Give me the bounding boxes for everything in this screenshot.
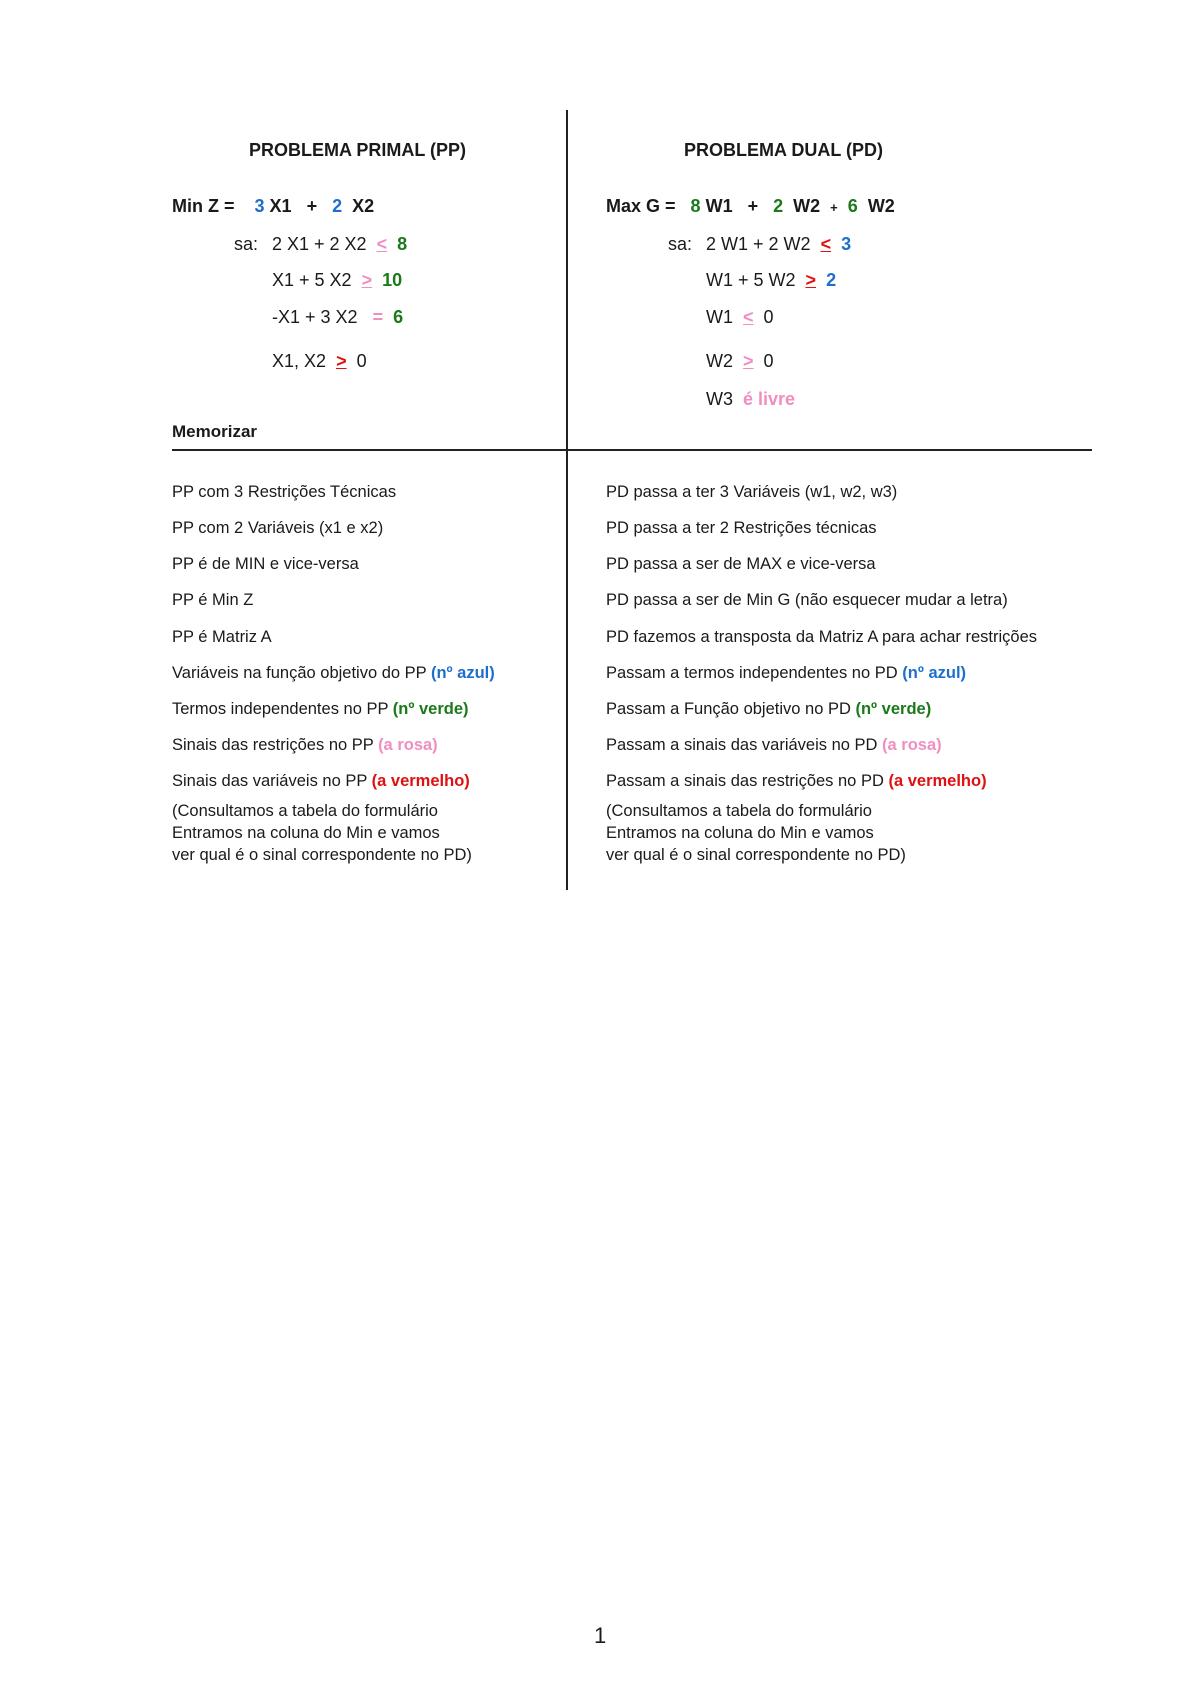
primal-c1: 3	[254, 196, 265, 216]
primal-objective-label: Min Z =	[172, 196, 235, 216]
left-item-text: Termos independentes no PP	[172, 700, 389, 718]
primal-plus: +	[306, 196, 318, 216]
note-line: (Consultamos a tabela do formulário	[172, 802, 438, 820]
primal-constraint-2	[272, 270, 402, 291]
dual-constraint-2	[706, 270, 836, 291]
dual-plus-2: +	[830, 200, 838, 215]
primal-v1: X1	[269, 196, 292, 216]
primal-c2: 2	[332, 196, 343, 216]
dual-plus-1: +	[747, 196, 759, 216]
left-item-text: Sinais das variáveis no PP	[172, 772, 368, 790]
constraint-lhs: 2 X1 + 2 X2	[272, 234, 367, 254]
var-sign: <	[743, 307, 754, 327]
left-item: PP com 2 Variáveis (x1 e x2)	[172, 519, 384, 537]
note-line: Entramos na coluna do Min e vamos	[606, 824, 874, 842]
right-item	[606, 664, 966, 683]
right-item: PD passa a ser de MAX e vice-versa	[606, 555, 876, 573]
memorizar-heading: Memorizar	[172, 422, 258, 441]
right-item	[606, 700, 931, 719]
left-item-tag: (nº azul)	[430, 664, 495, 682]
left-item	[172, 772, 470, 791]
dual-v3: W2	[867, 196, 895, 216]
right-item: PD passa a ter 3 Variáveis (w1, w2, w3)	[606, 483, 898, 501]
primal-objective	[172, 196, 374, 217]
var-lhs: W2	[706, 351, 733, 371]
section-divider	[172, 449, 1092, 451]
left-item	[172, 736, 438, 755]
right-item-tag: (nº azul)	[902, 664, 967, 682]
right-item: PD passa a ser de Min G (não esquecer mudar a letra)	[606, 591, 1008, 609]
left-item-tag: (nº verde)	[392, 700, 469, 718]
note-line: (Consultamos a tabela do formulário	[606, 802, 872, 820]
left-item: PP é Min Z	[172, 591, 254, 609]
constraint-rhs: 2	[826, 270, 837, 290]
left-item: PP com 3 Restrições Técnicas	[172, 483, 397, 501]
constraint-lhs: X1 + 5 X2	[272, 270, 352, 290]
primal-title: PROBLEMA PRIMAL (PP)	[249, 140, 467, 160]
constraint-lhs: -X1 + 3 X2	[272, 307, 358, 327]
dual-sa: sa:	[668, 234, 693, 254]
constraint-sign: <	[820, 234, 832, 254]
right-item-text: Passam a sinais das variáveis no PD	[606, 736, 878, 754]
right-item: PD passa a ter 2 Restrições técnicas	[606, 519, 877, 537]
left-item-text: Sinais das restrições no PP	[172, 736, 374, 754]
right-item-tag: (a vermelho)	[888, 772, 987, 790]
constraint-lhs: 2 W1 + 2 W2	[706, 234, 811, 254]
left-item-tag: (a vermelho)	[371, 772, 470, 790]
var-sign: >	[743, 351, 754, 371]
right-item	[606, 736, 942, 755]
right-item-text: Passam a Função objetivo no PD	[606, 700, 851, 718]
right-item-text: Passam a sinais das restrições no PD	[606, 772, 884, 790]
right-item-tag: (a rosa)	[882, 736, 942, 754]
constraint-rhs: 8	[397, 234, 408, 254]
free-lhs: W3	[706, 389, 733, 409]
dual-v2: W2	[793, 196, 821, 216]
constraint-sign: <	[376, 234, 388, 254]
nonneg-lhs: X1, X2	[272, 351, 327, 371]
right-note	[606, 800, 906, 866]
dual-title: PROBLEMA DUAL (PD)	[684, 140, 883, 160]
var-lhs: W1	[706, 307, 733, 327]
dual-c3: 6	[847, 196, 858, 216]
right-item-tag: (nº verde)	[855, 700, 932, 718]
dual-c2: 2	[773, 196, 784, 216]
nonneg-rhs: 0	[356, 351, 367, 371]
constraint-rhs: 3	[841, 234, 852, 254]
constraint-sign: =	[372, 307, 384, 327]
dual-var-sign-2	[706, 351, 774, 372]
var-rhs: 0	[763, 307, 774, 327]
primal-sa: sa:	[234, 234, 259, 254]
left-item-text: Variáveis na função objetivo do PP	[172, 664, 427, 682]
left-item: PP é de MIN e vice-versa	[172, 555, 359, 573]
constraint-sign: >	[805, 270, 817, 290]
constraint-rhs: 6	[393, 307, 404, 327]
page-number: 1	[594, 1623, 607, 1648]
note-line: Entramos na coluna do Min e vamos	[172, 824, 440, 842]
constraint-lhs: W1 + 5 W2	[706, 270, 796, 290]
left-note	[172, 800, 472, 866]
right-item-text: Passam a termos independentes no PD	[606, 664, 898, 682]
constraint-rhs: 10	[382, 270, 403, 290]
left-item	[172, 700, 469, 719]
dual-v1: W1	[705, 196, 733, 216]
note-line: ver qual é o sinal correspondente no PD)	[606, 846, 906, 864]
right-item	[606, 772, 987, 791]
column-divider	[566, 110, 568, 890]
left-item-tag: (a rosa)	[378, 736, 438, 754]
constraint-sign: >	[361, 270, 373, 290]
primal-constraint-3	[272, 307, 403, 328]
primal-v2: X2	[352, 196, 375, 216]
left-item: PP é Matriz A	[172, 628, 272, 646]
free-text: é livre	[743, 389, 796, 409]
right-item: PD fazemos a transposta da Matriz A para achar restrições	[606, 628, 1038, 646]
left-item	[172, 664, 495, 683]
dual-c1: 8	[690, 196, 701, 216]
dual-constraint-1	[706, 234, 851, 255]
dual-objective	[606, 196, 895, 217]
note-line: ver qual é o sinal correspondente no PD)	[172, 846, 472, 864]
primal-nonneg	[272, 351, 367, 372]
var-rhs: 0	[763, 351, 774, 371]
dual-var-sign-1	[706, 307, 774, 328]
dual-objective-label: Max G =	[606, 196, 676, 216]
primal-constraint-1	[272, 234, 407, 255]
nonneg-sign: >	[336, 351, 347, 371]
dual-free-var	[706, 389, 795, 410]
